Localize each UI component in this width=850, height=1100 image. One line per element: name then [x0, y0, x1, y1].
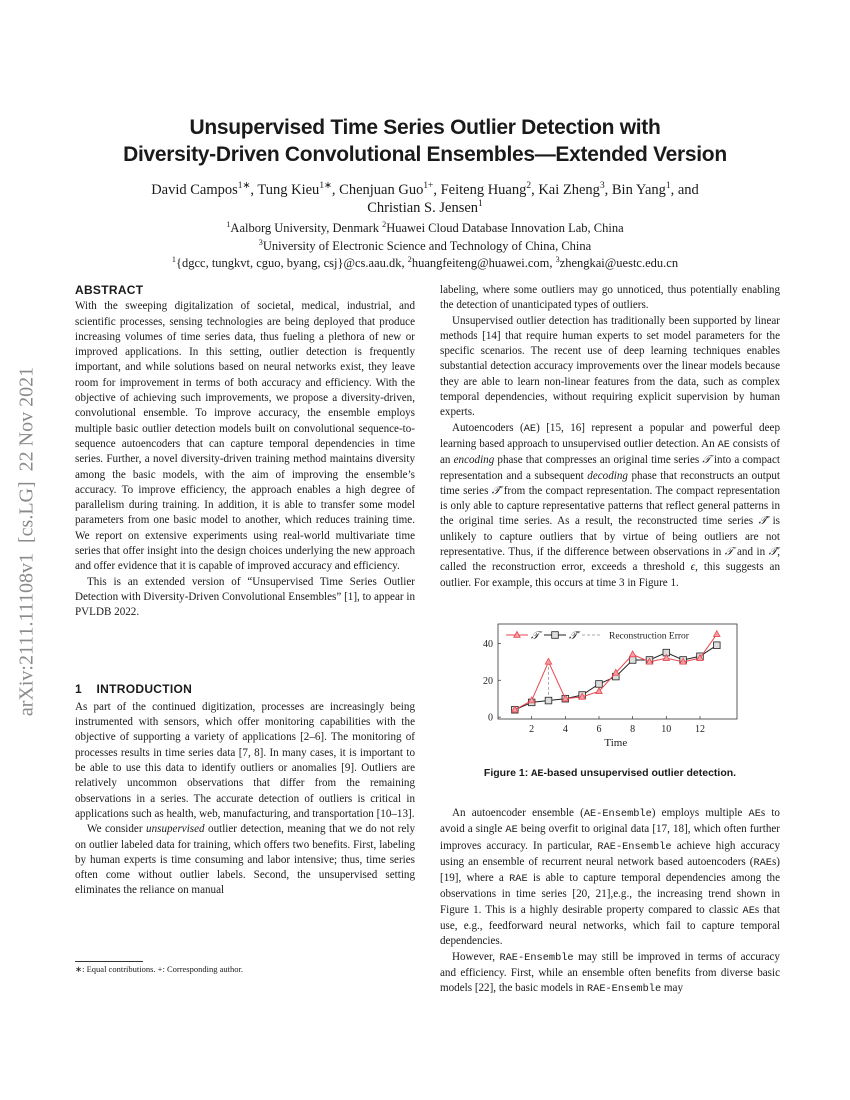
code-term: RAE	[509, 873, 528, 886]
affiliation-text: zhengkai@uestc.edu.cn	[559, 256, 679, 270]
x-tick-label: 2	[529, 724, 535, 735]
author-affiliation-mark: 1∗	[237, 181, 251, 192]
x-tick-label: 4	[562, 724, 568, 735]
data-point	[629, 651, 635, 657]
data-point	[596, 681, 603, 688]
author-name: Feiteng Huang$^2$	[440, 181, 532, 198]
affiliation-emails	[60, 255, 790, 273]
right-column-paragraphs	[440, 283, 780, 591]
code-term: RAE-Ensemble	[499, 951, 574, 964]
author-name: Bin Yang$^1$	[611, 181, 671, 198]
abstract-body	[75, 299, 415, 620]
emphasis-text: decoding	[587, 469, 628, 482]
figure-1-chart	[460, 618, 750, 753]
paper-title	[40, 114, 810, 168]
affiliation-line-2	[60, 238, 790, 256]
affiliations	[60, 220, 790, 273]
footnote-divider	[75, 961, 143, 962]
arxiv-id: arXiv:2111.11108v1	[15, 552, 38, 717]
right-column-top	[440, 283, 780, 591]
affiliation-text: Aalborg University, Denmark	[230, 221, 383, 235]
code-term: AE	[505, 824, 518, 837]
right-column-bottom	[440, 806, 780, 998]
figure-caption: Figure 1: AE-based unsupervised outlier detection.	[483, 767, 737, 780]
code-term: RAE	[753, 856, 772, 869]
right-column-paragraphs-bottom	[440, 806, 780, 998]
code-term: AE	[531, 768, 544, 780]
y-tick-label: 0	[488, 712, 493, 724]
affiliation-text: Huawei Cloud Database Innovation Lab, China	[386, 221, 624, 235]
title-line-1: Unsupervised Time Series Outlier Detection with	[189, 116, 661, 139]
author-affiliation-mark: 2	[526, 181, 532, 192]
x-tick-label: 10	[661, 724, 672, 735]
emphasis-text: 𝒯	[702, 454, 711, 467]
author-name: David Campos$^{1∗}$	[151, 181, 251, 198]
affiliation-mark: 1	[171, 254, 176, 264]
arxiv-date: 22 Nov 2021	[15, 366, 38, 472]
affiliation-text: University of Electronic Science and Technology of China, China	[262, 238, 592, 253]
left-column	[75, 283, 415, 899]
section-number: 1	[75, 681, 82, 696]
legend-label: 𝒯̂	[569, 630, 578, 642]
legend-marker	[552, 632, 559, 639]
section-title: INTRODUCTION	[96, 681, 193, 696]
paragraph: This is an extended version of “Unsupervised Time Series Outlier Detection with Diversity-Driven Convolutional Ensembles” [1], to appear in PVLDB 2022.	[75, 575, 415, 619]
affiliation-mark: 2	[407, 254, 412, 264]
affiliation-text: huangfeiteng@huawei.com,	[411, 256, 556, 270]
code-term: AE	[717, 438, 730, 451]
paragraph: However, RAE-Ensemble may still be improved in terms of accuracy and efficiency. First, while an ensemble often benefits from diverse basic models [22], the basic models in RAE-Ensemble may	[440, 950, 780, 996]
paragraph: labeling, where some outliers may go unnoticed, thus potentially enabling the detection of unanticipated types of outliers.	[440, 284, 780, 312]
arxiv-category: [cs.LG]	[15, 481, 38, 543]
data-point	[545, 658, 551, 664]
author-affiliation-mark: 1	[478, 199, 483, 210]
code-term: RAE-Ensemble	[597, 840, 672, 853]
emphasis-text: encoding	[453, 454, 495, 467]
y-tick-label: 40	[483, 638, 493, 650]
affiliation-mark: 2	[382, 219, 387, 229]
author-name: Chenjuan Guo$^{1+}$	[339, 181, 434, 198]
code-term: AE-Ensemble	[583, 808, 652, 820]
footnote: ∗: Equal contributions. +: Corresponding author.	[75, 964, 243, 974]
abstract-heading: ABSTRACT	[75, 283, 144, 297]
affiliation-mark: 1	[226, 219, 231, 229]
title-line-2: Diversity-Driven Convolutional Ensembles—Extended Version	[123, 143, 727, 166]
affiliation-text: {dgcc, tungkvt, cguo, byang, csj}@cs.aau.dk,	[175, 256, 408, 270]
emphasis-text: 𝒯	[724, 546, 734, 559]
paragraph: Autoencoders (AE) [15, 16] represent a popular and powerful deep learning based approach to unsupervised outlier detection. An AE consists of an encoding phase that compresses an original time series 𝒯 into a compact representation and a subsequent decoding phase that reconstructs an output time series 𝒯̂ from the compact representation. The compact representation is only able to capture representative patterns that reflect general patterns in the original time series. As a result, the reconstructed time series 𝒯̂ is unlikely to capture outliers that by virtue of being outliers are not representative. Thus, if the difference between observations in 𝒯 and in 𝒯̂, called the reconstruction error, exceeds a threshold ϵ, this suggests an outlier. For example, this occurs at time 3 in Figure 1.	[440, 421, 781, 589]
code-term: AE	[742, 904, 755, 917]
author-list: David Campos$^{1∗}$, Tung Kieu$^{1∗}$, Chenjuan Guo$^{1+}$, Feiteng Huang$^2$, Kai Zheng$^3$, Bin Yang$^1$, and Christian S. Jensen$^1$	[151, 181, 699, 216]
legend-label: 𝒯	[531, 630, 540, 642]
emphasis-text: ϵ	[690, 561, 696, 574]
arxiv-identifier	[16, 287, 39, 797]
x-tick-label: 6	[596, 724, 602, 735]
legend-label: Reconstruction Error	[609, 631, 689, 642]
paragraph: We consider unsupervised outlier detection, meaning that we do not rely on outlier labeled data for training, which offers two benefits. First, labeling by human experts is time consuming and labor intensive; thus, time series often come without outlier labels. Second, the unsupervised setting eliminates the reliance on manual	[75, 823, 415, 897]
author-name: Christian S. Jensen$^1$	[367, 199, 483, 216]
x-tick-label: 8	[630, 724, 636, 735]
author-affiliation-mark: 1∗	[319, 181, 332, 192]
author-affiliation-mark: 1	[665, 181, 671, 192]
code-term: AE	[748, 808, 761, 820]
x-tick-label: 12	[694, 724, 705, 735]
intro-heading	[75, 682, 415, 697]
data-point	[545, 697, 552, 704]
emphasis-text: 𝒯̂	[491, 484, 501, 497]
affiliation-line-1	[60, 220, 790, 238]
code-term: AE	[523, 422, 537, 435]
code-term: RAE-Ensemble	[586, 983, 662, 996]
emphasis-text: unsupervised	[146, 823, 205, 836]
author-name: Kai Zheng$^3$	[538, 181, 605, 198]
x-axis-label: Time	[604, 737, 628, 749]
paragraph: As part of the continued digitization, processes are increasingly being instrumented with sensors, which offer monitoring capabilities with the objective of supporting a variety of applications [2–6]. The monitoring of processes results in time series data [7, 8]. In many cases, it is important to be able to use this data to identify outliers or anomalies [9]. Outliers are relatively uncommon observations that differ from the remaining observations in a series. The accurate detection of outliers is critical in applications such as health, web, manufacturing, and transportation [10–13].	[75, 700, 415, 820]
data-point	[714, 631, 720, 637]
legend-marker	[514, 632, 520, 638]
author-name: Tung Kieu$^{1∗}$	[257, 181, 332, 198]
author-affiliation-mark: 3	[599, 181, 605, 192]
author-affiliation-mark: 1+	[423, 181, 434, 192]
y-tick-label: 20	[483, 675, 493, 687]
paragraph: Unsupervised outlier detection has traditionally been supported by linear methods [14] that require human experts to set model parameters for the specific scenarios. The recent use of deep learning techniques enables substantial detection accuracy improvements over the linear models because they are able to learn non-linear features from the data, such as complex temporal dependencies, without requiring explicit supervision by human experts.	[440, 314, 780, 419]
paragraph: With the sweeping digitalization of societal, medical, industrial, and scientific processes, sensing technologies are being deployed that produce increasing volumes of time series data, thus fueling a plethora of new or improved applications. In this setting, outlier detection is frequently important, and while solutions based on neural networks exist, they leave room for improvement in terms of both accuracy and efficiency. With the objective of achieving such improvements, we propose a diversity-driven, convolutional ensemble. To improve accuracy, the ensemble employs multiple basic outlier detection models built on convolutional sequence-to-sequence autoencoders that can capture temporal dependencies in time series. Further, a novel diversity-driven training method maintains diversity among the basic models, with the aim of improving the ensemble’s accuracy. To improve efficiency, the approach enables a high degree of parallelism during training. In addition, it is able to transfer some model parameters from one basic model to another, which reduces training time. We report on extensive experiments using real-world multivariate time series that offer insight into the design choices underlying the new approach and offer evidence that it is capable of improved accuracy and efficiency.	[75, 300, 415, 573]
data-point	[714, 642, 721, 649]
emphasis-text: 𝒯̂	[768, 546, 778, 559]
affiliation-mark: 3	[258, 237, 263, 247]
affiliation-mark: 3	[555, 254, 560, 264]
emphasis-text: 𝒯̂	[758, 515, 768, 528]
intro-body	[75, 700, 415, 899]
paragraph: An autoencoder ensemble (AE-Ensemble) employs multiple AEs to avoid a single AE being overfit to original data [17, 18], which often further improves accuracy. In particular, RAE-Ensemble achieve high accuracy using an ensemble of recurrent neural network based autoencoders (RAEs) [19], where a RAE is able to capture temporal dependencies among the observations in time series [20, 21],e.g., the increasing trend shown in Figure 1. This is a highly desirable property compared to classic AEs that use, e.g., feedforward neural networks, which fail to capture temporal dependencies.	[440, 807, 780, 948]
